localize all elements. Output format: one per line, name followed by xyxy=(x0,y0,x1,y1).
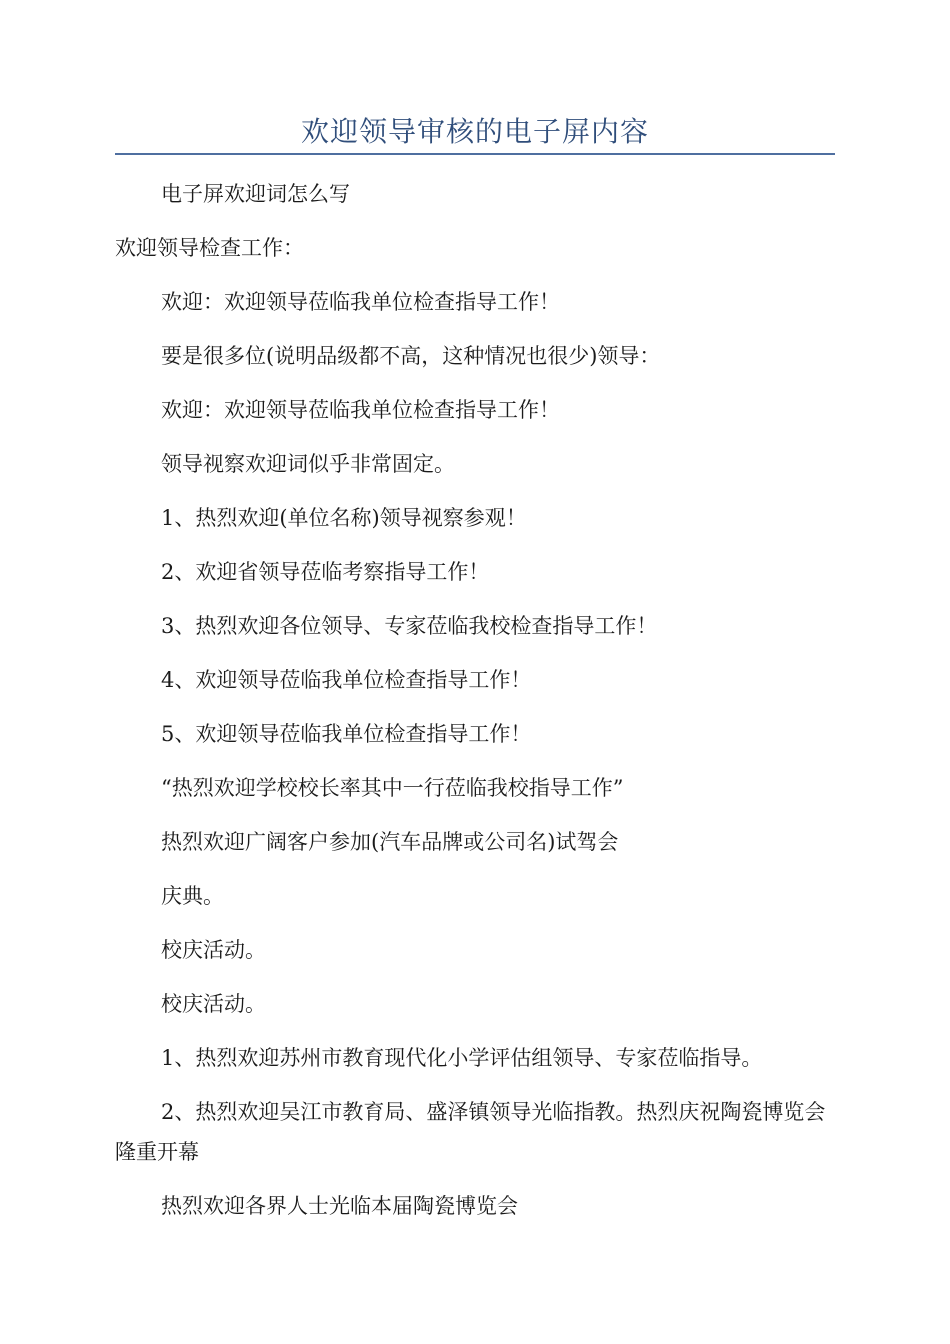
paragraph: 欢迎领导检查工作： xyxy=(115,236,304,260)
paragraph-heading: 电子屏欢迎词怎么写 xyxy=(161,182,350,206)
paragraph: 热烈欢迎各界人士光临本届陶瓷博览会 xyxy=(161,1194,518,1218)
document-title: 欢迎领导审核的电子屏内容 xyxy=(300,115,649,148)
paragraph: 领导视察欢迎词似乎非常固定。 xyxy=(161,452,455,476)
list-item: 2、热烈欢迎吴江市教育局、盛泽镇领导光临指教。热烈庆祝陶瓷博览会隆重开幕 xyxy=(115,1100,826,1164)
list-item: 1、热烈欢迎苏州市教育现代化小学评估组领导、专家莅临指导。 xyxy=(161,1046,763,1070)
paragraph: 校庆活动。 xyxy=(161,938,266,962)
paragraph: 庆典。 xyxy=(161,884,224,908)
paragraph: 要是很多位(说明品级都不高，这种情况也很少)领导： xyxy=(161,344,661,368)
list-item: 5、欢迎领导莅临我单位检查指导工作！ xyxy=(161,722,532,746)
paragraph-quote: “热烈欢迎学校校长率其中一行莅临我校指导工作” xyxy=(161,776,624,800)
paragraph: 热烈欢迎广阔客户参加(汽车品牌或公司名)试驾会 xyxy=(161,830,619,854)
paragraph: 欢迎：欢迎领导莅临我单位检查指导工作！ xyxy=(161,398,560,422)
list-item: 2、欢迎省领导莅临考察指导工作！ xyxy=(161,560,490,584)
paragraph: 校庆活动。 xyxy=(161,992,266,1016)
list-item: 3、热烈欢迎各位领导、专家莅临我校检查指导工作！ xyxy=(161,614,658,638)
paragraph: 欢迎：欢迎领导莅临我单位检查指导工作！ xyxy=(161,290,560,314)
title-underline xyxy=(115,153,835,155)
list-item: 4、欢迎领导莅临我单位检查指导工作！ xyxy=(161,668,532,692)
list-item: 1、热烈欢迎(单位名称)领导视察参观！ xyxy=(161,506,527,530)
